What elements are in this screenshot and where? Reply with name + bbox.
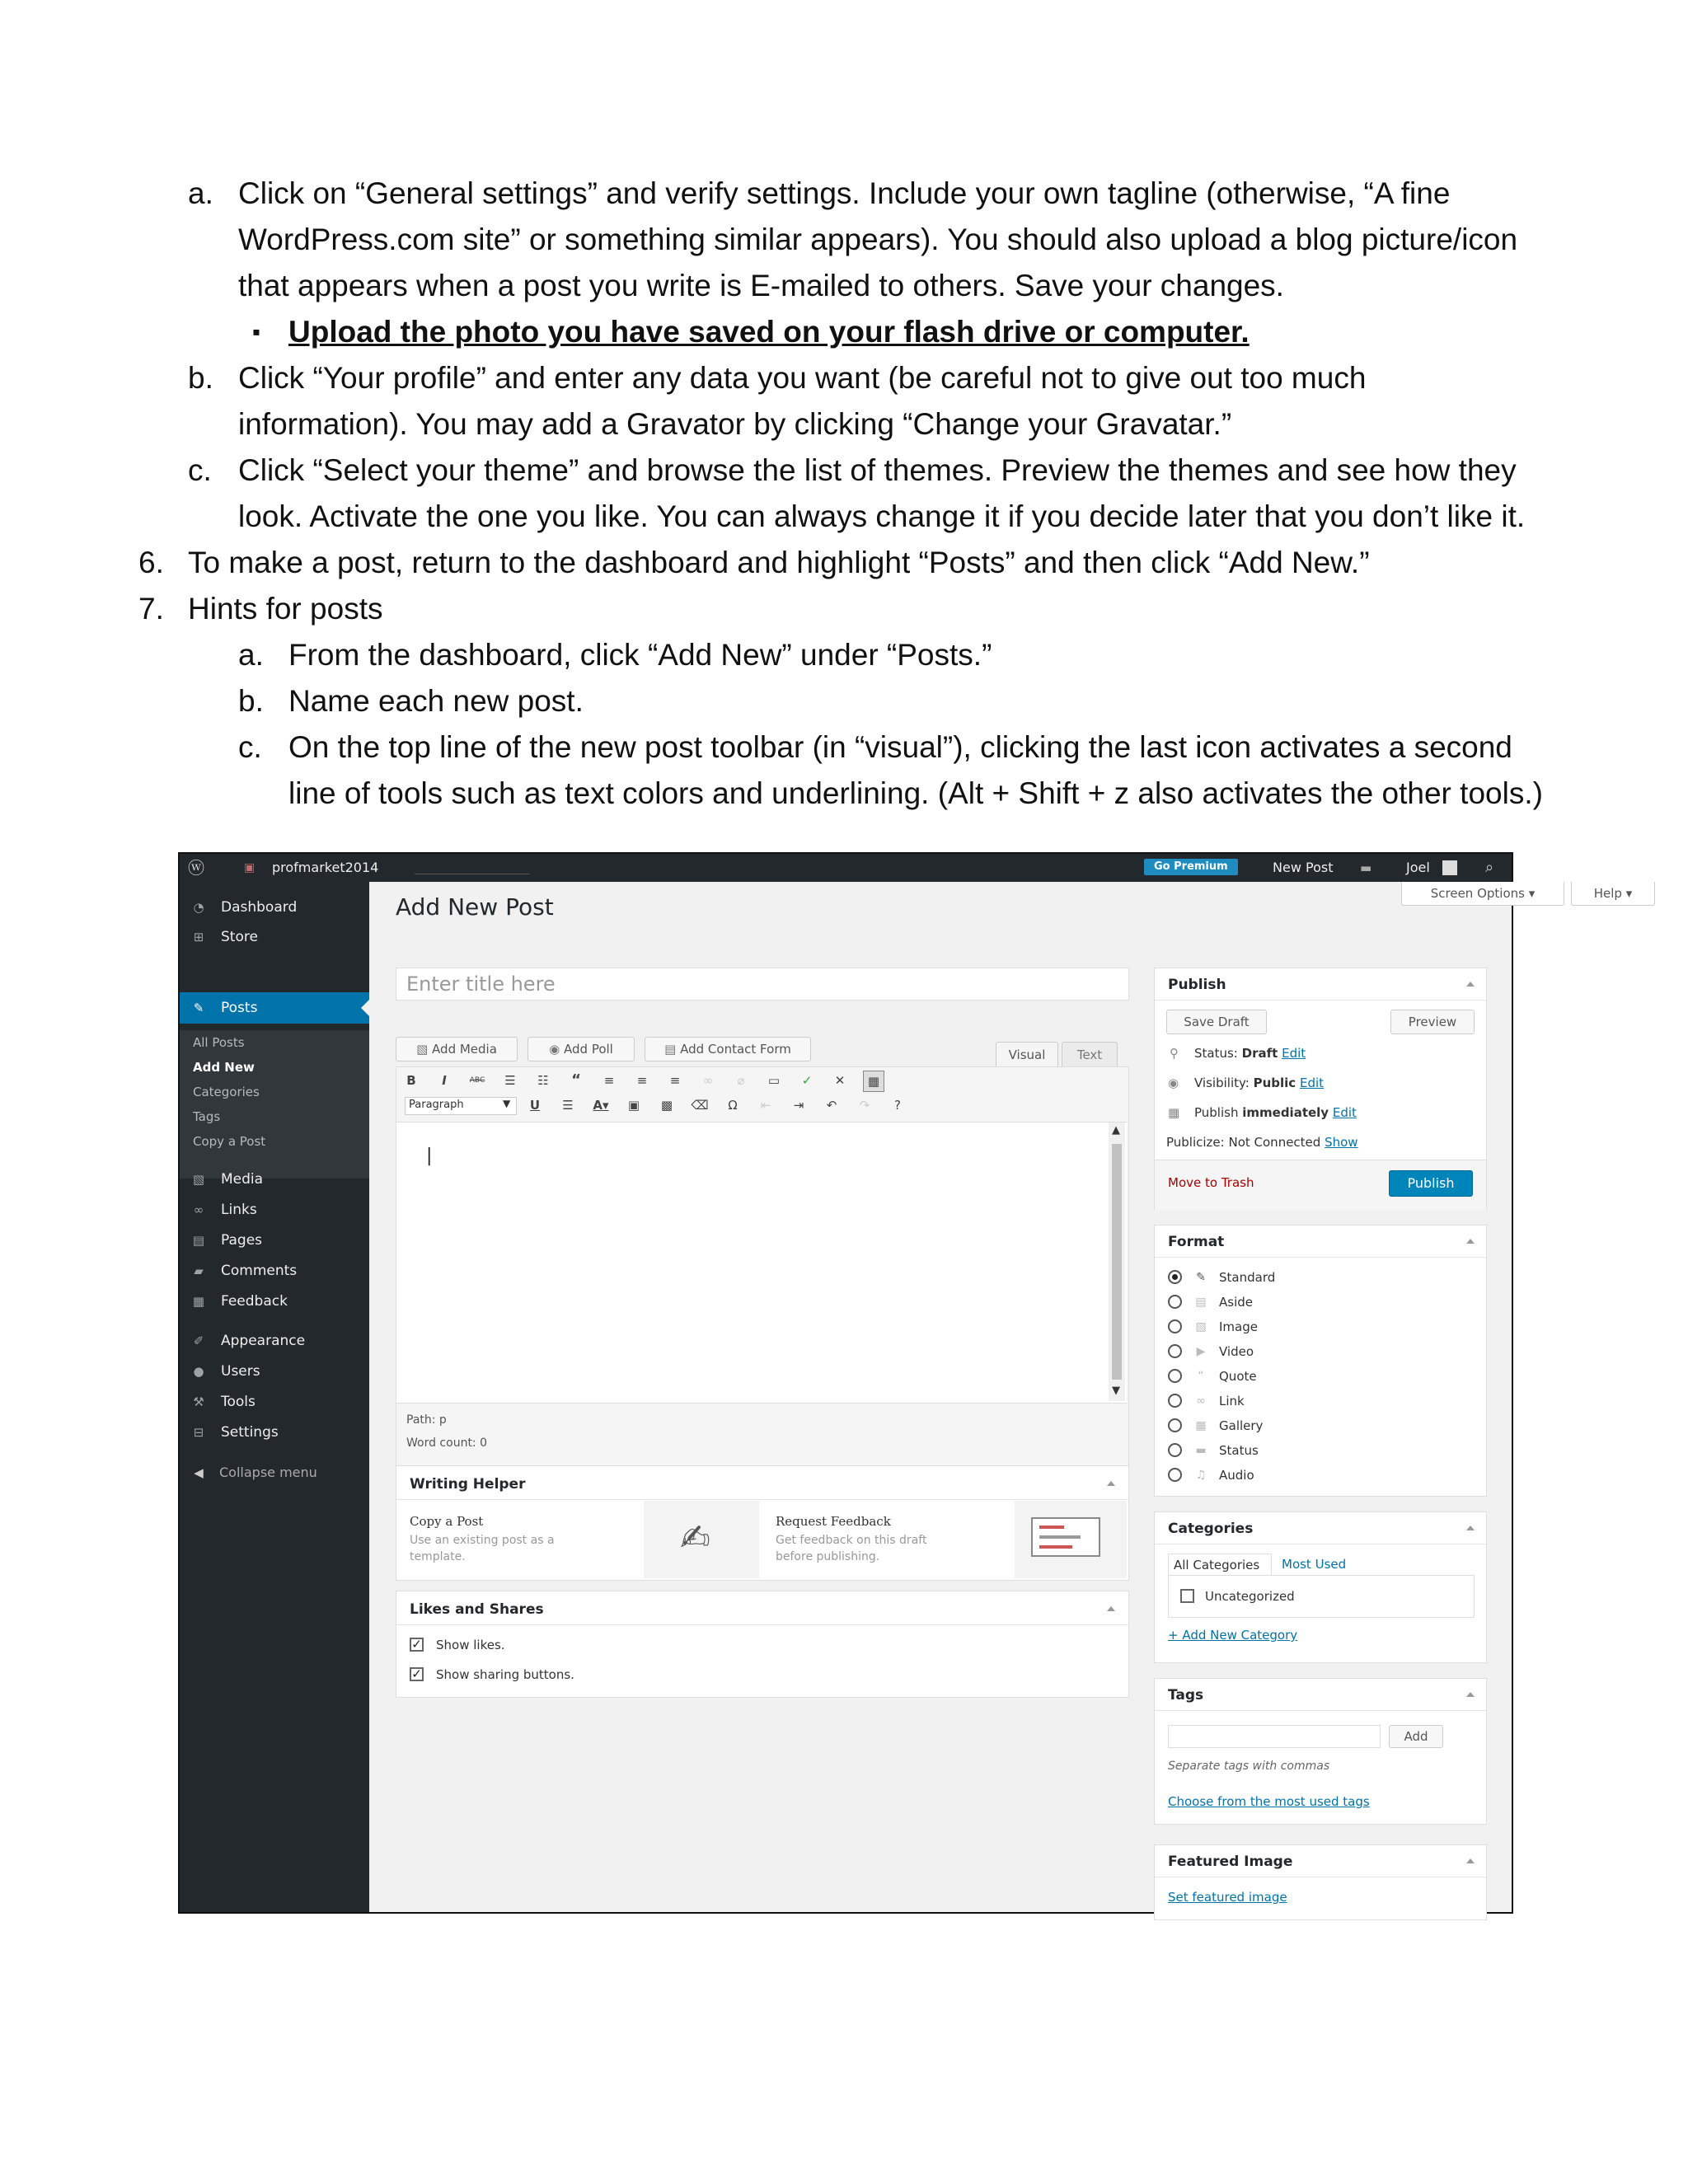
list-marker-6: 6. [138,546,164,579]
item-b-line-1: Click “Your profile” and enter any data you want (be careful not to give out too much [238,361,1367,395]
item-7-text: Hints for posts [188,592,383,626]
list-marker-a: a. [188,176,213,210]
sidebar-item-label: Collapse menu [219,1465,317,1480]
add-contact-form-label: Add Contact Form [680,1042,791,1057]
admin-bar [180,854,1512,882]
collapse-arrow-icon[interactable] [1466,982,1475,987]
tab-text-label: Text [1076,1047,1103,1062]
notifications-icon[interactable]: ▬ [1360,860,1372,875]
feedback-icon: ▦ [192,1294,205,1309]
format-standard-radio[interactable] [1168,1270,1182,1284]
add-media-icon: ▧ [416,1042,429,1057]
special-character-icon[interactable]: Ω [728,1098,738,1113]
main-content [369,882,1633,1912]
sidebar-item-comments[interactable] [180,1257,369,1285]
item-c-line-1: Click “Select your theme” and browse the list of themes. Preview the themes and see how they [238,453,1517,487]
sidebar-item-label: Links [221,1202,257,1218]
likes-and-shares-box [396,1591,1129,1698]
sidebar-item-label: Settings [221,1424,279,1441]
sidebar-item-feedback[interactable] [180,1287,369,1315]
user-icon: ● [193,1364,204,1379]
scroll-thumb[interactable] [1112,1144,1122,1380]
wordpress-screenshot [178,852,1633,1914]
format-option-label: Video [1219,1344,1254,1359]
new-post-link[interactable]: New Post [1273,860,1334,875]
format-audio-radio[interactable] [1168,1468,1182,1482]
publish-title: Publish [1168,977,1226,993]
collapse-icon: ◀ [194,1465,204,1480]
categories-box [1154,1511,1487,1663]
aside-icon: ▤ [1195,1296,1207,1309]
status-value: Draft [1241,1046,1278,1061]
format-aside-radio[interactable] [1168,1295,1182,1309]
item-a-line-2: WordPress.com site” or something similar appears). You should also upload a blog picture/icon [238,223,1518,256]
publish-button-label: Publish [1407,1175,1455,1191]
copy-post-illustration [644,1501,759,1578]
pages-icon: ▤ [192,1233,205,1248]
edit-visibility-link[interactable]: Edit [1299,1076,1325,1090]
sidebar-item-store[interactable] [180,923,369,951]
cart-icon: ⊞ [193,930,204,944]
add-tag-label: Add [1404,1729,1428,1744]
add-tag-button[interactable] [1389,1725,1443,1748]
scroll-down-icon[interactable]: ▼ [1112,1385,1120,1397]
sidebar-item-label: Appearance [221,1333,306,1349]
schedule-value: immediately [1242,1105,1329,1120]
form-icon: ▤ [664,1042,677,1057]
categories-title: Categories [1168,1521,1254,1537]
submenu-all-posts[interactable]: All Posts [193,1035,245,1050]
quote-icon: “ [1198,1370,1204,1383]
unlink-icon[interactable]: ⌀ [737,1073,745,1088]
divider [396,1499,1128,1500]
add-poll-button[interactable] [528,1037,635,1062]
feedback-form-icon [1031,1517,1100,1557]
paste-word-icon[interactable]: ▩ [660,1098,673,1113]
add-poll-label: Add Poll [564,1042,613,1057]
video-icon: ▶ [1196,1345,1206,1358]
submenu-tags[interactable]: Tags [193,1109,221,1124]
user-name[interactable]: Joel [1406,860,1430,875]
format-option-label: Standard [1219,1270,1276,1285]
item-a-line-3: that appears when a post you write is E-mailed to others. Save your changes. [238,269,1284,302]
sidebar-item-label: Pages [221,1232,263,1249]
edit-schedule-link[interactable]: Edit [1332,1105,1357,1120]
hand-pen-icon: ✍ [680,1517,710,1559]
screen-options-button[interactable]: Screen Options ▾ [1401,882,1564,906]
format-option-label: Quote [1219,1369,1257,1384]
format-gallery-radio[interactable] [1168,1418,1182,1432]
sidebar-item-pages[interactable] [180,1226,369,1254]
schedule-row [1194,1105,1357,1120]
uncategorized-label: Uncategorized [1205,1589,1295,1604]
site-icon: ▣ [244,861,256,874]
copy-post-title[interactable]: Copy a Post [410,1514,484,1529]
schedule-label: Publish [1194,1105,1239,1120]
bullet-list-icon[interactable]: ☰ [504,1073,516,1088]
copy-post-desc-1: Use an existing post as a [410,1534,555,1547]
numbered-list-icon[interactable]: ☷ [537,1073,549,1088]
sidebar-item-appearance[interactable] [180,1327,369,1355]
wrench-icon: ⚒ [193,1394,204,1409]
show-likes-label: Show likes. [436,1638,505,1652]
writing-helper-box [396,1465,1129,1581]
show-sharing-label: Show sharing buttons. [436,1667,574,1682]
collapse-arrow-icon[interactable] [1107,1481,1115,1486]
set-featured-image-link[interactable]: Set featured image [1168,1890,1287,1905]
sidebar-item-settings[interactable] [180,1418,369,1446]
format-video-radio[interactable] [1168,1344,1182,1358]
outdent-icon[interactable]: ⇤ [760,1098,771,1113]
format-status-radio[interactable] [1168,1443,1182,1457]
tab-text[interactable] [1062,1042,1118,1067]
fullscreen-icon[interactable]: ✕ [834,1073,846,1088]
divider [1155,1000,1486,1001]
scroll-up-icon[interactable]: ▲ [1112,1124,1120,1137]
hint-marker-c: c. [238,730,262,764]
format-option-label: Status [1219,1443,1259,1458]
format-quote-radio[interactable] [1168,1369,1182,1383]
copy-post-desc-2: template. [410,1550,466,1563]
eye-icon: ◉ [1168,1076,1179,1090]
format-option-label: Gallery [1219,1418,1264,1433]
indent-icon[interactable]: ⇥ [793,1098,804,1113]
comment-icon: ▰ [194,1263,204,1278]
format-option-label: Audio [1219,1468,1254,1483]
pin-icon: ✎ [1196,1271,1206,1284]
poll-icon: ◉ [549,1042,560,1057]
list-marker-7: 7. [138,592,164,626]
tab-visual[interactable] [996,1042,1058,1067]
audio-icon: ♫ [1195,1469,1207,1482]
title-placeholder: Enter title here [406,972,556,996]
list-marker-b: b. [188,361,213,395]
word-count: Word count: 0 [406,1436,488,1450]
featured-image-box [1154,1844,1487,1920]
site-name[interactable]: profmarket2014 [272,860,379,875]
sidebar-item-label: Feedback [221,1293,288,1310]
add-media-label: Add Media [432,1042,497,1057]
align-right-icon[interactable]: ≡ [669,1073,681,1088]
format-option-label: Link [1219,1394,1245,1408]
preview-button[interactable] [1390,1010,1475,1034]
posts-submenu [180,1030,369,1179]
hint-marker-a: a. [238,638,264,672]
editor-scrollbar[interactable] [1109,1122,1125,1401]
tab-all-categories-label: All Categories [1174,1558,1260,1572]
justify-icon[interactable]: ☰ [562,1098,574,1113]
hint-c-line-1: On the top line of the new post toolbar (in “visual”), clicking the last icon activates a second [288,730,1512,764]
collapse-arrow-icon[interactable] [1107,1606,1115,1611]
submenu-add-new[interactable]: Add New [193,1060,255,1075]
status-label: Status: [1194,1046,1238,1061]
tab-all-categories[interactable] [1168,1554,1272,1576]
divider [1155,1710,1486,1711]
tags-title: Tags [1168,1687,1204,1704]
align-left-icon[interactable]: ≡ [603,1073,615,1088]
bullet-marker: ▪ [252,319,260,344]
align-center-icon[interactable]: ≡ [636,1073,648,1088]
divider [396,1624,1128,1625]
pin-icon: ✎ [193,1001,204,1015]
sidebar-item-label: Posts [221,1000,258,1016]
format-select-value: Paragraph [409,1099,464,1111]
hint-marker-b: b. [238,684,264,718]
format-image-radio[interactable] [1168,1319,1182,1333]
writing-helper-title: Writing Helper [410,1476,526,1493]
text-cursor: | [426,1146,433,1166]
toolbar-toggle-icon[interactable]: ▦ [863,1071,884,1092]
add-media-button[interactable] [396,1037,518,1062]
brush-icon: ✐ [193,1333,204,1348]
link-icon[interactable]: ∞ [702,1073,714,1088]
bullet-upload-photo: Upload the photo you have saved on your flash drive or computer. [288,315,1250,349]
editor-content-area[interactable] [396,1122,1127,1404]
item-6-text: To make a post, return to the dashboard and highlight “Posts” and then click “Add New.” [188,546,1370,579]
sidebar-item-label: Tools [221,1394,256,1410]
add-new-category-link[interactable]: + Add New Category [1168,1628,1298,1643]
publicize-show-link[interactable]: Show [1325,1135,1358,1150]
blockquote-icon[interactable]: “ [571,1071,581,1089]
collapse-arrow-icon[interactable] [1466,1858,1475,1863]
sidebar-item-media[interactable] [180,1165,369,1193]
item-c-line-2: look. Activate the one you like. You can always change it if you decide later that you don’t like it. [238,499,1526,533]
help-label: Help [1593,886,1622,901]
help-icon[interactable]: ? [894,1098,901,1113]
sidebar-item-label: Media [221,1171,264,1188]
text-color-icon[interactable]: A▾ [593,1098,609,1113]
go-premium-button[interactable]: Go Premium [1144,859,1238,875]
add-contact-form-button[interactable] [645,1037,811,1062]
redo-icon[interactable]: ↷ [859,1098,870,1113]
submenu-categories[interactable]: Categories [193,1085,260,1099]
sidebar-item-label: Store [221,929,258,945]
sidebar-item-posts[interactable] [180,992,369,1024]
list-marker-c: c. [188,453,212,487]
publish-box [1154,968,1487,1210]
choose-tags-link[interactable]: Choose from the most used tags [1168,1794,1370,1809]
pin-icon: ⚲ [1170,1046,1179,1061]
item-b-line-2: information). You may add a Gravator by clicking “Change your Gravatar.” [238,407,1232,441]
format-link-radio[interactable] [1168,1394,1182,1408]
featured-image-title: Featured Image [1168,1854,1293,1870]
underline-icon[interactable]: U [529,1098,541,1113]
item-a-line-1: Click on “General settings” and verify settings. Include your own tagline (otherwise, “A fine [238,176,1451,210]
uncategorized-checkbox[interactable] [1180,1589,1194,1603]
publicize-label: Publicize: Not Connected [1166,1135,1321,1150]
sidebar-item-dashboard[interactable] [180,893,369,921]
dashboard-icon: ◔ [193,900,204,915]
sidebar-item-tools[interactable] [180,1388,369,1416]
sidebar-item-label: Dashboard [221,899,298,916]
sidebar-item-links[interactable] [180,1196,369,1224]
tags-box [1154,1678,1487,1825]
edit-status-link[interactable]: Edit [1282,1046,1306,1061]
likes-and-shares-title: Likes and Shares [410,1601,544,1618]
sidebar-item-label: Comments [221,1263,298,1279]
format-box [1154,1225,1487,1497]
divider [1155,1257,1486,1258]
settings-icon: ⊟ [193,1425,204,1440]
request-feedback-desc-2: before publishing. [776,1550,880,1563]
request-feedback-desc-1: Get feedback on this draft [776,1534,927,1547]
tag-input[interactable] [1168,1725,1381,1748]
save-draft-label: Save Draft [1184,1015,1250,1029]
admin-sidebar [180,882,369,1912]
link-icon: ∞ [1196,1394,1206,1408]
visibility-row [1194,1076,1324,1090]
calendar-icon: ▦ [1168,1105,1180,1120]
search-icon[interactable]: ⌕ [1485,859,1494,876]
image-icon: ▧ [1195,1320,1207,1333]
submenu-copy-a-post[interactable]: Copy a Post [193,1134,266,1149]
hint-b-text: Name each new post. [288,684,584,718]
wordpress-logo-icon[interactable]: ⓦ [188,858,204,878]
paste-text-icon[interactable]: ▣ [627,1098,640,1113]
italic-icon[interactable]: I [442,1073,447,1088]
publicize-row [1166,1135,1358,1150]
request-feedback-illustration [1015,1501,1127,1578]
format-title: Format [1168,1234,1225,1250]
preview-label: Preview [1408,1015,1457,1029]
publish-button[interactable] [1389,1170,1473,1197]
save-draft-button[interactable] [1166,1010,1267,1034]
read-more-icon[interactable]: ▭ [767,1073,781,1088]
publish-actions [1155,1160,1486,1210]
format-option-label: Image [1219,1319,1258,1334]
visibility-value: Public [1253,1076,1296,1090]
request-feedback-title[interactable]: Request Feedback [776,1514,891,1529]
tags-hint: Separate tags with commas [1168,1760,1330,1773]
collapse-arrow-icon[interactable] [1466,1692,1475,1697]
page-title: Add New Post [396,893,554,921]
tab-visual-label: Visual [1008,1047,1046,1062]
chevron-down-icon: ▼ [503,1098,511,1109]
editor-container [396,1066,1129,1467]
post-title-input[interactable] [396,968,1129,1001]
format-select[interactable] [405,1097,517,1115]
bold-icon[interactable]: B [406,1073,416,1088]
show-sharing-checkbox[interactable]: ✓ [410,1667,424,1681]
editor-path: Path: p [406,1413,447,1427]
move-to-trash-link[interactable]: Move to Trash [1168,1175,1254,1190]
status-row [1194,1046,1306,1061]
status-icon: ▬ [1195,1444,1207,1457]
clear-formatting-icon[interactable]: ⌫ [691,1098,709,1113]
active-menu-arrow [361,1000,369,1016]
spellcheck-icon[interactable]: ✓ [801,1073,813,1088]
visibility-label: Visibility: [1194,1076,1250,1090]
screen-options-label: Screen Options [1430,886,1525,901]
collapse-arrow-icon[interactable] [1466,1526,1475,1530]
sidebar-item-users[interactable] [180,1357,369,1385]
gallery-icon: ▦ [1195,1419,1207,1432]
show-likes-checkbox[interactable]: ✓ [410,1638,424,1652]
category-list [1168,1575,1475,1618]
undo-icon[interactable]: ↶ [826,1098,837,1113]
hint-a-text: From the dashboard, click “Add New” under “Posts.” [288,638,992,672]
tab-most-used[interactable]: Most Used [1282,1557,1347,1572]
media-icon: ▧ [192,1172,205,1187]
sidebar-item-label: Users [221,1363,260,1380]
strikethrough-icon[interactable]: ABC [469,1076,485,1085]
collapse-menu[interactable] [180,1459,369,1487]
link-icon: ∞ [193,1202,204,1217]
help-button[interactable]: Help ▾ [1571,882,1655,906]
format-option-label: Aside [1219,1295,1253,1310]
collapse-arrow-icon[interactable] [1466,1239,1475,1244]
avatar[interactable] [1442,860,1457,875]
hint-c-line-2: line of tools such as text colors and underlining. (Alt + Shift + z also activates the other tools.) [288,776,1543,810]
